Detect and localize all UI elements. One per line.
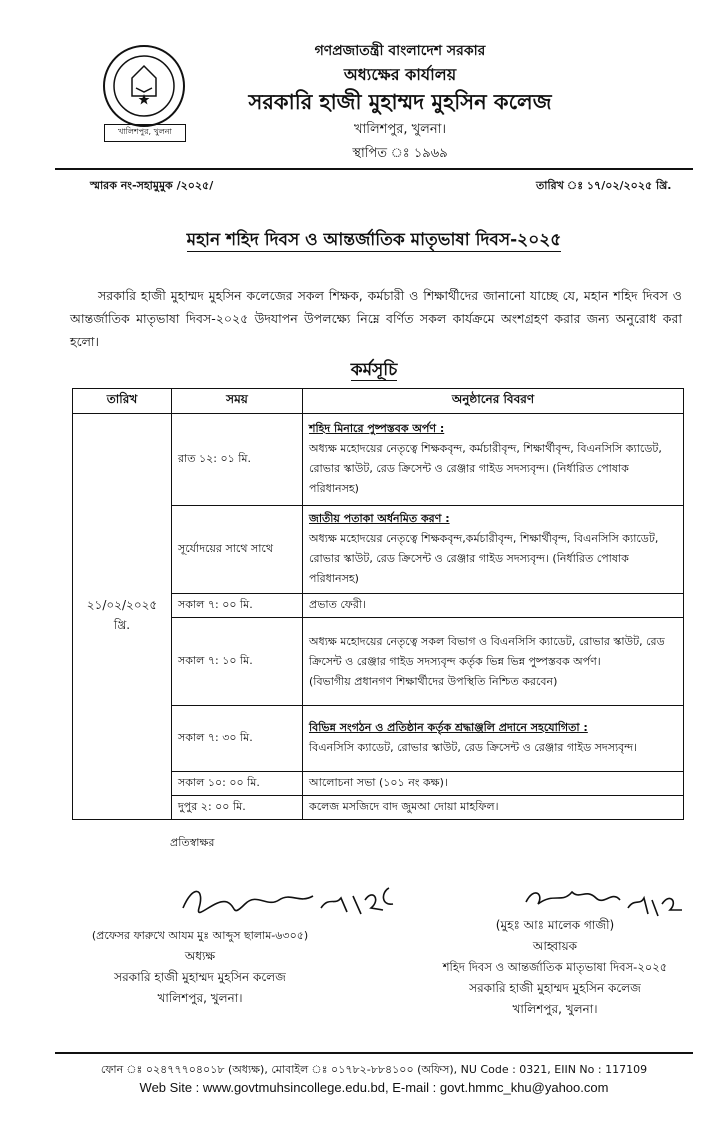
date-value: ২১/০২/২০২৫ — [86, 597, 158, 612]
description-heading: জাতীয় পতাকা অর্ধনমিত করণ : — [309, 512, 450, 525]
table-row — [73, 414, 684, 506]
memo-date: তারিখ ঃ ১৭/০২/২০২৫ খ্রি. — [536, 179, 672, 192]
convener-committee: শহিদ দিবস ও আন্তর্জাতিক মাতৃভাষা দিবস-২০২৫ — [442, 960, 668, 974]
subject-text: মহান শহিদ দিবস ও আন্তর্জাতিক মাতৃভাষা দিবস-২০২৫ — [186, 230, 562, 250]
notice-body: সরকারি হাজী মুহাম্মদ মুহসিন কলেজের সকল শিক্ষক, কর্মচারী ও শিক্ষার্থীদের জানানো যাচ্ছে যে, মহান শহিদ দিবস ও আন্তর্জাতিক মাতৃভাষা দিবস-২০২৫ উদযাপন উপলক্ষ্যে নিম্নে বর্ণিত সকল কার্যক্রমে অংশগ্রহণ করার জন্য অনুরোধ করা হলো। — [70, 288, 682, 349]
time-cell: সকাল ৭: ০০ মি. — [172, 594, 303, 618]
description-text: অধ্যক্ষ মহোদয়ের নেতৃত্বে শিক্ষকবৃন্দ,কর্মচারীবৃন্দ, শিক্ষার্থীবৃন্দ, বিএনসিসি ক্যাডেট, রোভার স্কাউট, রেড ক্রিসেন্ট ও রেঞ্জার গাইড সদস্যবৃন্দ। (নির্ধারিত পোষাক পরিধানসহ) — [309, 532, 659, 585]
convener-place: খালিশপুর, খুলনা। — [512, 1002, 598, 1016]
description-cell: কলেজ মসজিদে বাদ জুমআ দোয়া মাহফিল। — [303, 796, 684, 820]
description-heading: শহিদ মিনারে পুষ্পস্তবক অর্পণ : — [309, 422, 445, 435]
principal-signature-block — [55, 925, 345, 1009]
column-header-description: অনুষ্ঠানের বিবরণ — [303, 389, 684, 414]
principal-title: অধ্যক্ষ — [184, 949, 216, 963]
office-title: অধ্যক্ষের কার্যালয় — [343, 65, 457, 84]
convener-title: আহ্বায়ক — [532, 939, 578, 953]
description-cell — [303, 506, 684, 594]
description-cell — [303, 618, 684, 706]
college-address: খালিশপুর, খুলনা। — [353, 122, 447, 137]
memo-number: স্মারক নং-সহামুমুক /২০২৫/ — [90, 179, 214, 192]
subject-heading — [55, 227, 693, 255]
description-note: (বিভাগীয় প্রধানগণ শিক্ষার্থীদের উপস্থিতি নিশ্চিত করবেন) — [309, 674, 558, 688]
time-cell: সূর্যোদয়ের সাথে সাথে — [172, 506, 303, 594]
date-suffix: খ্রি. — [113, 617, 131, 632]
description-cell — [303, 706, 684, 772]
description-heading: বিভিন্ন সংগঠন ও প্রতিষ্ঠান কর্তৃক শ্রদ্ধাঞ্জলি প্রদানে সহযোগিতা : — [309, 721, 588, 734]
time-cell: সকাল ৭: ৩০ মি. — [172, 706, 303, 772]
government-title: গণপ্রজাতন্ত্রী বাংলাদেশ সরকার — [314, 43, 486, 59]
principal-name: (প্রফেসর ফারুখে আযম মুঃ আব্দুস ছালাম-৬৩০৫) — [91, 929, 309, 942]
program-title-text: কর্মসূচি — [350, 360, 398, 380]
seal-caption: খালিশপুর, খুলনা — [104, 124, 186, 142]
footer-web: Web Site : www.govtmuhsincollege.edu.bd, E-mail : govt.hmmc_khu@yahoo.com — [139, 1080, 609, 1095]
principal-college: সরকারি হাজী মুহাম্মদ মুহসিন কলেজ — [114, 970, 286, 984]
date-cell — [73, 414, 172, 820]
table-header-row — [73, 389, 684, 414]
time-cell: সকাল ১০: ০০ মি. — [172, 772, 303, 796]
schedule-table — [72, 388, 684, 820]
column-header-date: তারিখ — [73, 389, 172, 414]
description-cell: প্রভাত ফেরী। — [303, 594, 684, 618]
column-header-time: সময় — [172, 389, 303, 414]
college-name: সরকারি হাজী মুহাম্মদ মুহসিন কলেজ — [248, 90, 552, 114]
countersign-label: প্রতিস্বাক্ষর — [170, 836, 215, 849]
time-cell: রাত ১২: ০১ মি. — [172, 414, 303, 506]
footer-contact: ফোন ঃ ০২৪৭৭৭০৪০১৮ (অধ্যক্ষ), মোবাইল ঃ ০১৭৮২-৮৮৪১০০ (অফিস), NU Code : 0321, EIIN No : 117109 — [100, 1063, 648, 1076]
time-cell: দুপুর ২: ০০ মি. — [172, 796, 303, 820]
established-year: স্থাপিত ঃ ১৯৬৯ — [352, 146, 448, 161]
footer-divider — [55, 1052, 693, 1054]
description-text: অধ্যক্ষ মহোদয়ের নেতৃত্বে সকল বিভাগ ও বিএনসিসি ক্যাডেট, রোভার স্কাউট, রেড ক্রিসেন্ট ও রেঞ্জার গাইড সদস্যবৃন্দ কর্তৃক ভিন্ন ভিন্ন পুষ্পস্তবক অর্পণ। — [309, 634, 665, 668]
convener-name: (মুহঃ আঃ মালেক গাজী) — [495, 918, 615, 932]
principal-place: খালিশপুর, খুলনা। — [157, 991, 243, 1005]
convener-college: সরকারি হাজী মুহাম্মদ মুহসিন কলেজ — [469, 981, 641, 995]
description-text: অধ্যক্ষ মহোদয়ের নেতৃত্বে শিক্ষকবৃন্দ, কর্মচারীবৃন্দ, শিক্ষার্থীবৃন্দ, বিএনসিসি ক্যাডেট, রোভার স্কাউট, রেড ক্রিসেন্ট ও রেঞ্জার গাইড সদস্যবৃন্দ। (নির্ধারিত পোষাক পরিধানসহ) — [309, 442, 662, 495]
description-cell: আলোচনা সভা (১০১ নং কক্ষ)। — [303, 772, 684, 796]
description-cell — [303, 414, 684, 506]
description-text: বিএনসিসি ক্যাডেট, রোভার স্কাউট, রেড ক্রিসেন্ট ও রেঞ্জার গাইড সদস্যবৃন্দ। — [309, 741, 638, 754]
header-divider — [55, 168, 693, 170]
convener-signature-block — [405, 915, 705, 1020]
time-cell: সকাল ৭: ১০ মি. — [172, 618, 303, 706]
program-heading — [55, 357, 693, 385]
